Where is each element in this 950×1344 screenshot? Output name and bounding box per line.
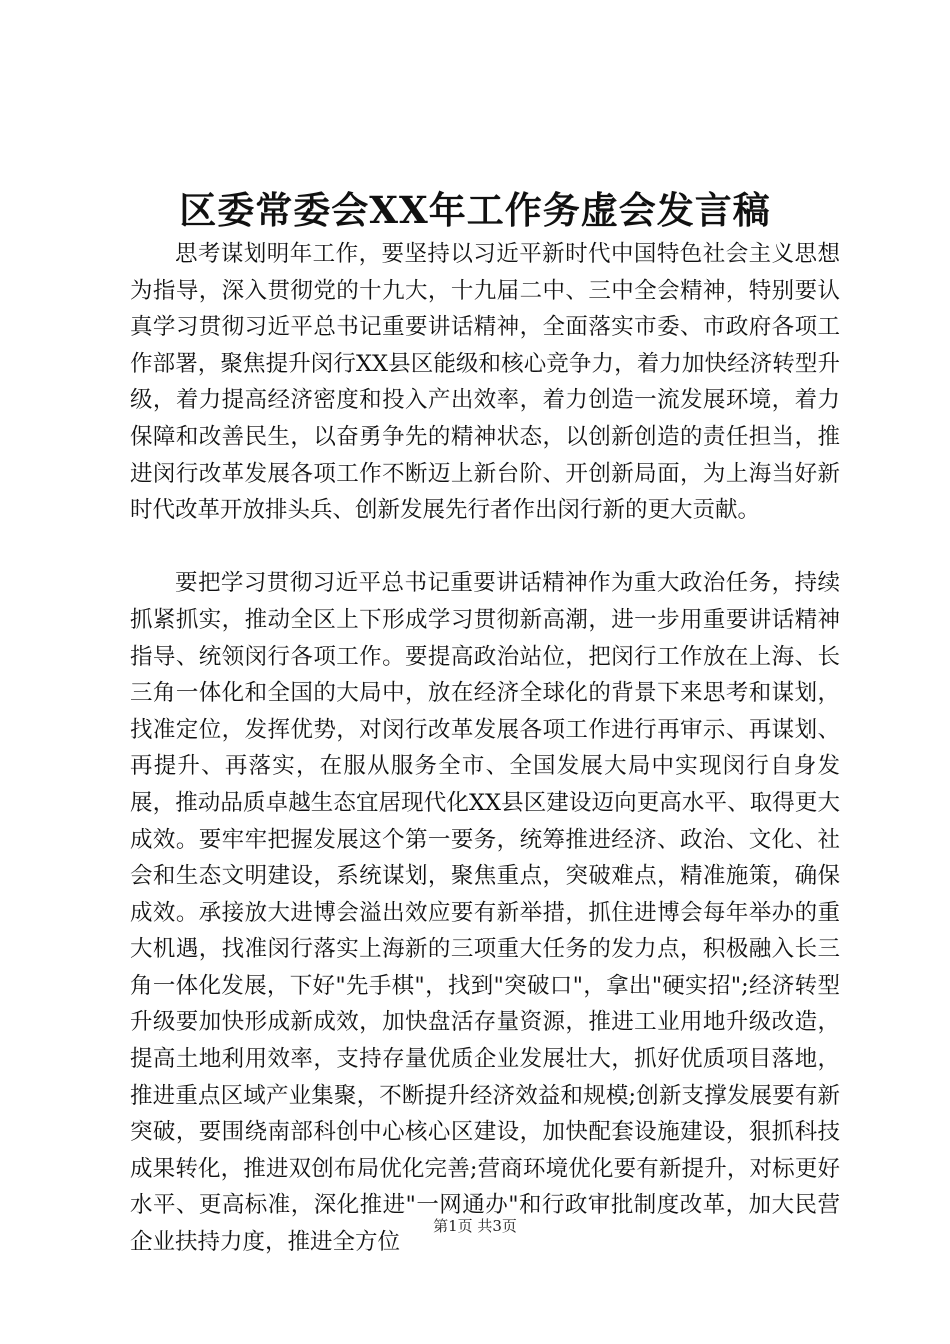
document-title: 区委常委会XX年工作务虚会发言稿 [179, 188, 771, 232]
body-paragraph-1: 思考谋划明年工作，要坚持以习近平新时代中国特色社会主义思想为指导，深入贯彻党的十九大，十九届二中、三中全会精神，特别要认真学习贯彻习近平总书记重要讲话精神，全面落实市委、市政府各项工作部署，聚焦提升闵行XX县区能级和核心竞争力，着力加快经济转型升级，着力提高经济密度和投入产出效率，着力创造一流发展环境，着力保障和改善民生，以奋勇争先的精神状态，以创新创造的责任担当，推进闵行改革发展各项工作不断迈上新台阶、开创新局面，为上海当好新时代改革开放排头兵、创新发展先行者作出闵行新的更大贡献。 [130, 241, 840, 524]
page-number-footer: 第1页 共3页 [433, 1217, 517, 1235]
body-paragraph-2: 要把学习贯彻习近平总书记重要讲话精神作为重大政治任务，持续抓紧抓实，推动全区上下形成学习贯彻新高潮，进一步用重要讲话精神指导、统领闵行各项工作。要提高政治站位，把闵行工作放在上海、长三角一体化和全国的大局中，放在经济全球化的背景下来思考和谋划，找准定位，发挥优势，对闵行改革发展各项工作进行再审示、再谋划、再提升、再落实，在服从服务全市、全国发展大局中实现闵行自身发展，推动品质卓越生态宜居现代化XX县区建设迈向更高水平、取得更大成效。要牢牢把握发展这个第一要务，统筹推进经济、政治、文化、社会和生态文明建设，系统谋划，聚焦重点，突破难点，精准施策，确保成效。承接放大进博会溢出效应要有新举措，抓住进博会每年举办的重大机遇，找准闵行落实上海新的三项重大任务的发力点，积极融入长三角一体化发展，下好"先手棋"，找到"突破口"，拿出"硬实招";经济转型升级要加快形成新成效，加快盘活存量资源，推进工业用地升级改造，提高土地利用效率，支持存量优质企业发展壮大，抓好优质项目落地，推进重点区域产业集聚，不断提升经济效益和规模;创新支撑发展要有新突破，要围绕南部科创中心核心区建设，加快配套设施建设，狠抓科技成果转化，推进双创布局优化完善;营商环境优化要有新提升，对标更好水平、更高标准，深化推进"一网通办"和行政审批制度改革，加大民营企业扶持力度，推进全方位 [130, 570, 840, 1256]
document-body [130, 236, 840, 1261]
